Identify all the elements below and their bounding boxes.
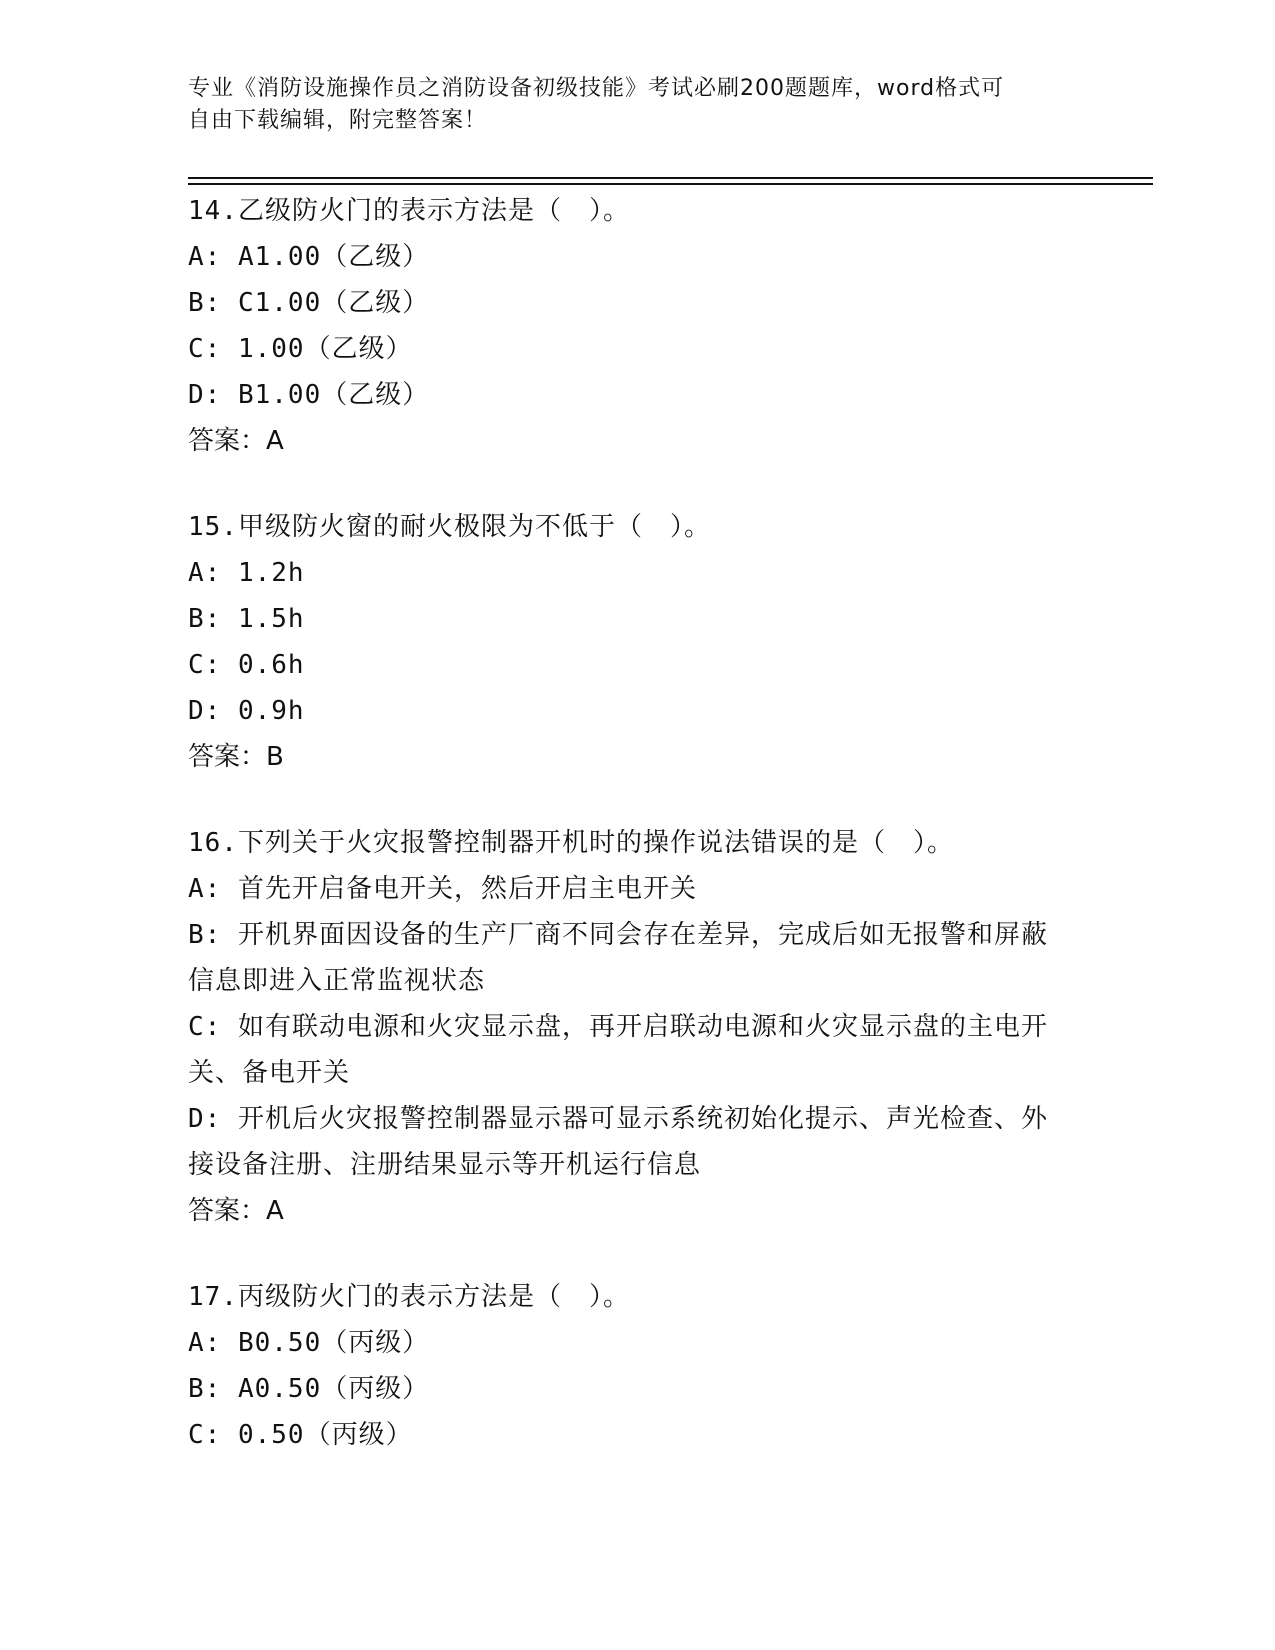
option-a: A: B0.50（丙级） [188, 1328, 430, 1358]
question-14 [188, 188, 1088, 464]
option-c: C: 0.6h [188, 650, 305, 680]
question-17 [188, 1274, 1088, 1458]
document-header [188, 73, 1078, 137]
question-stem: 16.下列关于火灾报警控制器开机时的操作说法错误的是（ ）。 [188, 828, 954, 858]
option-c: C: 如有联动电源和火灾显示盘，再开启联动电源和火灾显示盘的主电开关、备电开关 [188, 1012, 1048, 1088]
question-15 [188, 504, 1088, 780]
answer-label: 答案：A [188, 426, 284, 456]
question-stem: 17.丙级防火门的表示方法是（ ）。 [188, 1282, 630, 1312]
option-d: D: 开机后火灾报警控制器显示器可显示系统初始化提示、声光检查、外接设备注册、注册结果显示等开机运行信息 [188, 1104, 1048, 1180]
question-list [188, 188, 1088, 1458]
option-c: C: 1.00（乙级） [188, 334, 413, 364]
question-16 [188, 820, 1088, 1234]
answer-label: 答案：A [188, 1196, 284, 1226]
option-b: B: 1.5h [188, 604, 305, 634]
header-line-1: 专业《消防设施操作员之消防设备初级技能》考试必刷200题题库，word格式可 [188, 76, 1005, 101]
question-stem: 14.乙级防火门的表示方法是（ ）。 [188, 196, 630, 226]
header-divider-top [188, 177, 1153, 179]
option-b: B: A0.50（丙级） [188, 1374, 430, 1404]
option-a: A: A1.00（乙级） [188, 242, 430, 272]
option-b: B: 开机界面因设备的生产厂商不同会存在差异，完成后如无报警和屏蔽信息即进入正常监视状态 [188, 920, 1048, 996]
answer-label: 答案：B [188, 742, 284, 772]
question-stem: 15.甲级防火窗的耐火极限为不低于（ ）。 [188, 512, 711, 542]
header-line-2: 自由下载编辑，附完整答案！ [188, 108, 488, 133]
option-d: D: B1.00（乙级） [188, 380, 430, 410]
option-c: C: 0.50（丙级） [188, 1420, 413, 1450]
option-d: D: 0.9h [188, 696, 305, 726]
option-a: A: 首先开启备电开关，然后开启主电开关 [188, 874, 697, 904]
option-b: B: C1.00（乙级） [188, 288, 430, 318]
option-a: A: 1.2h [188, 558, 305, 588]
header-divider-bottom [188, 183, 1153, 185]
